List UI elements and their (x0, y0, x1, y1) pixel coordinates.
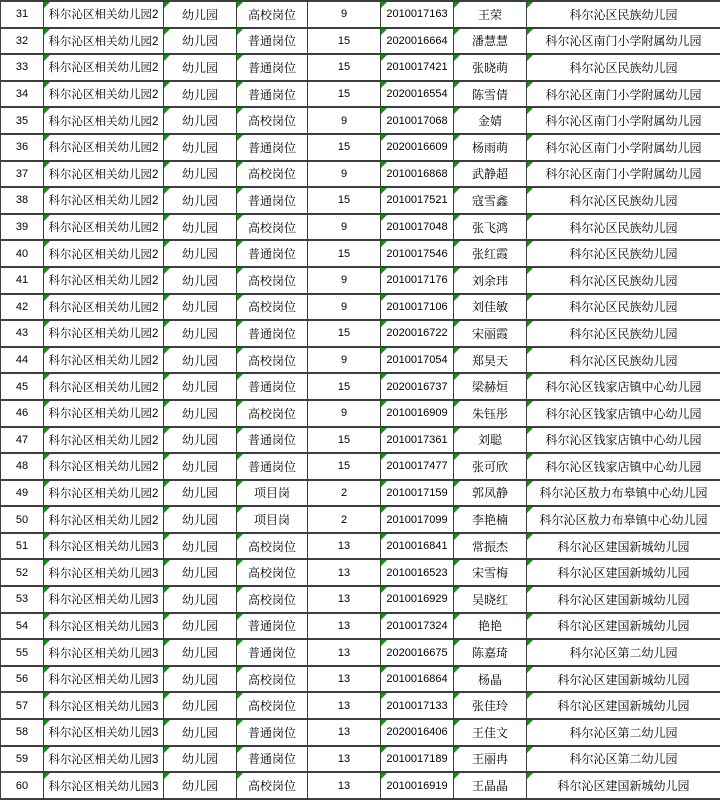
table-row (1, 693, 720, 720)
unit-cell[interactable]: 科尔沁区相关幼儿园3 (44, 773, 164, 800)
exam-id-cell[interactable]: 2010017106 (381, 295, 454, 322)
unit-cell[interactable]: 科尔沁区相关幼儿园3 (44, 693, 164, 720)
category-cell[interactable]: 幼儿园 (164, 82, 237, 109)
name-cell[interactable]: 张红霞 (454, 241, 527, 268)
school-cell[interactable]: 科尔沁区第二幼儿园 (527, 747, 720, 774)
table-row (1, 773, 720, 800)
row-number-cell[interactable]: 33 (1, 55, 44, 82)
post-type-cell[interactable]: 高校岗位 (237, 534, 308, 561)
count-cell[interactable]: 9 (308, 348, 381, 375)
name-cell[interactable]: 杨晶 (454, 667, 527, 694)
unit-cell[interactable]: 科尔沁区相关幼儿园2 (44, 507, 164, 534)
post-type-cell[interactable]: 普通岗位 (237, 454, 308, 481)
post-type-cell[interactable]: 高校岗位 (237, 2, 308, 29)
unit-cell[interactable]: 科尔沁区相关幼儿园2 (44, 108, 164, 135)
exam-id-cell[interactable]: 2020016722 (381, 321, 454, 348)
table-row (1, 29, 720, 56)
unit-cell[interactable]: 科尔沁区相关幼儿园2 (44, 162, 164, 189)
school-cell[interactable]: 科尔沁区钱家店镇中心幼儿园 (527, 401, 720, 428)
table-row (1, 667, 720, 694)
name-cell[interactable]: 郑昊天 (454, 348, 527, 375)
name-cell[interactable]: 刘佳敏 (454, 295, 527, 322)
table-row (1, 720, 720, 747)
school-cell[interactable]: 科尔沁区钱家店镇中心幼儿园 (527, 454, 720, 481)
category-cell[interactable]: 幼儿园 (164, 773, 237, 800)
exam-id-cell[interactable]: 2010016868 (381, 162, 454, 189)
post-type-cell[interactable]: 普通岗位 (237, 614, 308, 641)
name-cell[interactable]: 宋雪梅 (454, 560, 527, 587)
count-cell[interactable]: 15 (308, 454, 381, 481)
name-cell[interactable]: 朱钰彤 (454, 401, 527, 428)
post-type-cell[interactable]: 高校岗位 (237, 401, 308, 428)
row-number-cell[interactable]: 31 (1, 2, 44, 29)
school-cell[interactable]: 科尔沁区南门小学附属幼儿园 (527, 108, 720, 135)
post-type-cell[interactable]: 高校岗位 (237, 773, 308, 800)
row-number-cell[interactable]: 60 (1, 773, 44, 800)
unit-cell[interactable]: 科尔沁区相关幼儿园3 (44, 640, 164, 667)
unit-cell[interactable]: 科尔沁区相关幼儿园2 (44, 268, 164, 295)
table-row (1, 188, 720, 215)
category-cell[interactable]: 幼儿园 (164, 55, 237, 82)
unit-cell[interactable]: 科尔沁区相关幼儿园2 (44, 2, 164, 29)
exam-id-cell[interactable]: 2020016554 (381, 82, 454, 109)
post-type-cell[interactable]: 普通岗位 (237, 747, 308, 774)
table-row (1, 215, 720, 242)
row-number-cell[interactable]: 50 (1, 507, 44, 534)
post-type-cell[interactable]: 普通岗位 (237, 640, 308, 667)
post-type-cell[interactable]: 普通岗位 (237, 82, 308, 109)
row-number-cell[interactable]: 44 (1, 348, 44, 375)
school-cell[interactable]: 科尔沁区民族幼儿园 (527, 241, 720, 268)
unit-cell[interactable]: 科尔沁区相关幼儿园2 (44, 454, 164, 481)
name-cell[interactable]: 寇雪鑫 (454, 188, 527, 215)
table-row (1, 454, 720, 481)
name-cell[interactable]: 刘余玮 (454, 268, 527, 295)
name-cell[interactable]: 张佳玲 (454, 693, 527, 720)
count-cell[interactable]: 13 (308, 560, 381, 587)
table-row (1, 534, 720, 561)
unit-cell[interactable]: 科尔沁区相关幼儿园2 (44, 348, 164, 375)
school-cell[interactable]: 科尔沁区民族幼儿园 (527, 268, 720, 295)
exam-id-cell[interactable]: 2020016675 (381, 640, 454, 667)
row-number-cell[interactable]: 37 (1, 162, 44, 189)
post-type-cell[interactable]: 高校岗位 (237, 108, 308, 135)
unit-cell[interactable]: 科尔沁区相关幼儿园2 (44, 295, 164, 322)
unit-cell[interactable]: 科尔沁区相关幼儿园2 (44, 55, 164, 82)
unit-cell[interactable]: 科尔沁区相关幼儿园3 (44, 667, 164, 694)
post-type-cell[interactable]: 高校岗位 (237, 162, 308, 189)
count-cell[interactable]: 13 (308, 773, 381, 800)
school-cell[interactable]: 科尔沁区敖力布皋镇中心幼儿园 (527, 481, 720, 508)
post-type-cell[interactable]: 普通岗位 (237, 720, 308, 747)
name-cell[interactable]: 常振杰 (454, 534, 527, 561)
school-cell[interactable]: 科尔沁区建国新城幼儿园 (527, 773, 720, 800)
row-number-cell[interactable]: 36 (1, 135, 44, 162)
exam-id-cell[interactable]: 2010017361 (381, 428, 454, 455)
exam-id-cell[interactable]: 2020016406 (381, 720, 454, 747)
name-cell[interactable]: 艳艳 (454, 614, 527, 641)
table-row (1, 348, 720, 375)
table-row (1, 614, 720, 641)
name-cell[interactable]: 张晓萌 (454, 55, 527, 82)
row-number-cell[interactable]: 54 (1, 614, 44, 641)
table-row (1, 587, 720, 614)
row-number-cell[interactable]: 56 (1, 667, 44, 694)
row-number-cell[interactable]: 38 (1, 188, 44, 215)
school-cell[interactable]: 科尔沁区民族幼儿园 (527, 215, 720, 242)
row-number-cell[interactable]: 41 (1, 268, 44, 295)
name-cell[interactable]: 宋丽霞 (454, 321, 527, 348)
category-cell[interactable]: 幼儿园 (164, 215, 237, 242)
category-cell[interactable]: 幼儿园 (164, 428, 237, 455)
row-number-cell[interactable]: 45 (1, 374, 44, 401)
row-number-cell[interactable]: 53 (1, 587, 44, 614)
post-type-cell[interactable]: 项目岗 (237, 507, 308, 534)
category-cell[interactable]: 幼儿园 (164, 188, 237, 215)
exam-id-cell[interactable]: 2020016664 (381, 29, 454, 56)
exam-id-cell[interactable]: 2010016864 (381, 667, 454, 694)
name-cell[interactable]: 王丽冉 (454, 747, 527, 774)
count-cell[interactable]: 13 (308, 614, 381, 641)
exam-id-cell[interactable]: 2010017159 (381, 481, 454, 508)
post-type-cell[interactable]: 普通岗位 (237, 374, 308, 401)
post-type-cell[interactable]: 普通岗位 (237, 135, 308, 162)
school-cell[interactable]: 科尔沁区第二幼儿园 (527, 640, 720, 667)
name-cell[interactable]: 王荣 (454, 2, 527, 29)
exam-id-cell[interactable]: 2010017477 (381, 454, 454, 481)
category-cell[interactable]: 幼儿园 (164, 507, 237, 534)
count-cell[interactable]: 15 (308, 241, 381, 268)
count-cell[interactable]: 9 (308, 2, 381, 29)
school-cell[interactable]: 科尔沁区钱家店镇中心幼儿园 (527, 374, 720, 401)
row-number-cell[interactable]: 43 (1, 321, 44, 348)
exam-id-cell[interactable]: 2010016523 (381, 560, 454, 587)
count-cell[interactable]: 15 (308, 135, 381, 162)
category-cell[interactable]: 幼儿园 (164, 534, 237, 561)
row-number-cell[interactable]: 32 (1, 29, 44, 56)
post-type-cell[interactable]: 高校岗位 (237, 667, 308, 694)
unit-cell[interactable]: 科尔沁区相关幼儿园2 (44, 321, 164, 348)
table-body (1, 2, 720, 800)
post-type-cell[interactable]: 普通岗位 (237, 321, 308, 348)
unit-cell[interactable]: 科尔沁区相关幼儿园2 (44, 481, 164, 508)
count-cell[interactable]: 2 (308, 481, 381, 508)
count-cell[interactable]: 13 (308, 667, 381, 694)
category-cell[interactable]: 幼儿园 (164, 268, 237, 295)
unit-cell[interactable]: 科尔沁区相关幼儿园2 (44, 374, 164, 401)
school-cell[interactable]: 科尔沁区建国新城幼儿园 (527, 534, 720, 561)
post-type-cell[interactable]: 普通岗位 (237, 241, 308, 268)
table-row (1, 135, 720, 162)
name-cell[interactable]: 李艳楠 (454, 507, 527, 534)
unit-cell[interactable]: 科尔沁区相关幼儿园2 (44, 29, 164, 56)
category-cell[interactable]: 幼儿园 (164, 587, 237, 614)
count-cell[interactable]: 15 (308, 321, 381, 348)
count-cell[interactable]: 9 (308, 108, 381, 135)
count-cell[interactable]: 13 (308, 747, 381, 774)
exam-id-cell[interactable]: 2010017163 (381, 2, 454, 29)
post-type-cell[interactable]: 高校岗位 (237, 295, 308, 322)
exam-id-cell[interactable]: 2010017521 (381, 188, 454, 215)
category-cell[interactable]: 幼儿园 (164, 640, 237, 667)
post-type-cell[interactable]: 普通岗位 (237, 29, 308, 56)
count-cell[interactable]: 15 (308, 428, 381, 455)
unit-cell[interactable]: 科尔沁区相关幼儿园3 (44, 587, 164, 614)
count-cell[interactable]: 9 (308, 295, 381, 322)
count-cell[interactable]: 9 (308, 215, 381, 242)
category-cell[interactable]: 幼儿园 (164, 747, 237, 774)
table-row (1, 560, 720, 587)
post-type-cell[interactable]: 普通岗位 (237, 188, 308, 215)
unit-cell[interactable]: 科尔沁区相关幼儿园2 (44, 188, 164, 215)
school-cell[interactable]: 科尔沁区钱家店镇中心幼儿园 (527, 428, 720, 455)
name-cell[interactable]: 王晶晶 (454, 773, 527, 800)
row-number-cell[interactable]: 35 (1, 108, 44, 135)
exam-id-cell[interactable]: 2010017054 (381, 348, 454, 375)
row-number-cell[interactable]: 57 (1, 693, 44, 720)
category-cell[interactable]: 幼儿园 (164, 295, 237, 322)
count-cell[interactable]: 9 (308, 401, 381, 428)
table-row (1, 55, 720, 82)
school-cell[interactable]: 科尔沁区民族幼儿园 (527, 295, 720, 322)
exam-id-cell[interactable]: 2020016737 (381, 374, 454, 401)
post-type-cell[interactable]: 高校岗位 (237, 693, 308, 720)
count-cell[interactable]: 9 (308, 162, 381, 189)
table-row (1, 295, 720, 322)
school-cell[interactable]: 科尔沁区南门小学附属幼儿园 (527, 135, 720, 162)
unit-cell[interactable]: 科尔沁区相关幼儿园2 (44, 241, 164, 268)
exam-id-cell[interactable]: 2010017176 (381, 268, 454, 295)
school-cell[interactable]: 科尔沁区建国新城幼儿园 (527, 587, 720, 614)
table-row (1, 401, 720, 428)
unit-cell[interactable]: 科尔沁区相关幼儿园2 (44, 215, 164, 242)
school-cell[interactable]: 科尔沁区民族幼儿园 (527, 188, 720, 215)
exam-id-cell[interactable]: 2010017546 (381, 241, 454, 268)
table-row (1, 747, 720, 774)
row-number-cell[interactable]: 51 (1, 534, 44, 561)
table-row (1, 374, 720, 401)
category-cell[interactable]: 幼儿园 (164, 2, 237, 29)
count-cell[interactable]: 2 (308, 507, 381, 534)
row-number-cell[interactable]: 55 (1, 640, 44, 667)
exam-id-cell[interactable]: 2010017189 (381, 747, 454, 774)
exam-id-cell[interactable]: 2010017133 (381, 693, 454, 720)
post-type-cell[interactable]: 普通岗位 (237, 428, 308, 455)
school-cell[interactable]: 科尔沁区建国新城幼儿园 (527, 614, 720, 641)
name-cell[interactable]: 吴晓红 (454, 587, 527, 614)
school-cell[interactable]: 科尔沁区南门小学附属幼儿园 (527, 82, 720, 109)
school-cell[interactable]: 科尔沁区民族幼儿园 (527, 2, 720, 29)
category-cell[interactable]: 幼儿园 (164, 374, 237, 401)
row-number-cell[interactable]: 42 (1, 295, 44, 322)
name-cell[interactable]: 潘慧慧 (454, 29, 527, 56)
count-cell[interactable]: 13 (308, 587, 381, 614)
school-cell[interactable]: 科尔沁区建国新城幼儿园 (527, 667, 720, 694)
row-number-cell[interactable]: 46 (1, 401, 44, 428)
category-cell[interactable]: 幼儿园 (164, 693, 237, 720)
name-cell[interactable]: 王佳文 (454, 720, 527, 747)
exam-id-cell[interactable]: 2010016929 (381, 587, 454, 614)
table-row (1, 321, 720, 348)
exam-id-cell[interactable]: 2010017048 (381, 215, 454, 242)
category-cell[interactable]: 幼儿园 (164, 29, 237, 56)
row-number-cell[interactable]: 52 (1, 560, 44, 587)
category-cell[interactable]: 幼儿园 (164, 401, 237, 428)
school-cell[interactable]: 科尔沁区建国新城幼儿园 (527, 560, 720, 587)
table-row (1, 241, 720, 268)
unit-cell[interactable]: 科尔沁区相关幼儿园2 (44, 82, 164, 109)
table-row (1, 428, 720, 455)
post-type-cell[interactable]: 高校岗位 (237, 268, 308, 295)
count-cell[interactable]: 9 (308, 268, 381, 295)
category-cell[interactable]: 幼儿园 (164, 135, 237, 162)
count-cell[interactable]: 13 (308, 720, 381, 747)
count-cell[interactable]: 15 (308, 374, 381, 401)
unit-cell[interactable]: 科尔沁区相关幼儿园3 (44, 720, 164, 747)
count-cell[interactable]: 15 (308, 29, 381, 56)
category-cell[interactable]: 幼儿园 (164, 560, 237, 587)
table-row (1, 640, 720, 667)
row-number-cell[interactable]: 34 (1, 82, 44, 109)
count-cell[interactable]: 15 (308, 82, 381, 109)
unit-cell[interactable]: 科尔沁区相关幼儿园3 (44, 614, 164, 641)
table-row (1, 162, 720, 189)
row-number-cell[interactable]: 49 (1, 481, 44, 508)
table-row (1, 268, 720, 295)
exam-id-cell[interactable]: 2020016609 (381, 135, 454, 162)
exam-id-cell[interactable]: 2010017099 (381, 507, 454, 534)
table-row (1, 82, 720, 109)
table-row (1, 481, 720, 508)
count-cell[interactable]: 15 (308, 55, 381, 82)
category-cell[interactable]: 幼儿园 (164, 481, 237, 508)
post-type-cell[interactable]: 普通岗位 (237, 55, 308, 82)
exam-id-cell[interactable]: 2010017421 (381, 55, 454, 82)
row-number-cell[interactable]: 47 (1, 428, 44, 455)
name-cell[interactable]: 郭凤静 (454, 481, 527, 508)
count-cell[interactable]: 13 (308, 640, 381, 667)
post-type-cell[interactable]: 项目岗 (237, 481, 308, 508)
school-cell[interactable]: 科尔沁区民族幼儿园 (527, 321, 720, 348)
table-row (1, 507, 720, 534)
row-number-cell[interactable]: 39 (1, 215, 44, 242)
name-cell[interactable]: 武静超 (454, 162, 527, 189)
school-cell[interactable]: 科尔沁区敖力布皋镇中心幼儿园 (527, 507, 720, 534)
name-cell[interactable]: 张可欣 (454, 454, 527, 481)
name-cell[interactable]: 陈嘉琦 (454, 640, 527, 667)
row-number-cell[interactable]: 48 (1, 454, 44, 481)
category-cell[interactable]: 幼儿园 (164, 241, 237, 268)
exam-id-cell[interactable]: 2010017324 (381, 614, 454, 641)
unit-cell[interactable]: 科尔沁区相关幼儿园3 (44, 747, 164, 774)
unit-cell[interactable]: 科尔沁区相关幼儿园3 (44, 560, 164, 587)
table-row (1, 2, 720, 29)
school-cell[interactable]: 科尔沁区建国新城幼儿园 (527, 693, 720, 720)
post-type-cell[interactable]: 高校岗位 (237, 215, 308, 242)
unit-cell[interactable]: 科尔沁区相关幼儿园2 (44, 428, 164, 455)
name-cell[interactable]: 金婧 (454, 108, 527, 135)
school-cell[interactable]: 科尔沁区南门小学附属幼儿园 (527, 162, 720, 189)
exam-id-cell[interactable]: 2010017068 (381, 108, 454, 135)
row-number-cell[interactable]: 40 (1, 241, 44, 268)
school-cell[interactable]: 科尔沁区民族幼儿园 (527, 55, 720, 82)
school-cell[interactable]: 科尔沁区南门小学附属幼儿园 (527, 29, 720, 56)
unit-cell[interactable]: 科尔沁区相关幼儿园2 (44, 135, 164, 162)
exam-id-cell[interactable]: 2010016841 (381, 534, 454, 561)
unit-cell[interactable]: 科尔沁区相关幼儿园3 (44, 534, 164, 561)
name-cell[interactable]: 陈雪倩 (454, 82, 527, 109)
category-cell[interactable]: 幼儿园 (164, 667, 237, 694)
table-row (1, 108, 720, 135)
category-cell[interactable]: 幼儿园 (164, 614, 237, 641)
category-cell[interactable]: 幼儿园 (164, 454, 237, 481)
category-cell[interactable]: 幼儿园 (164, 321, 237, 348)
count-cell[interactable]: 13 (308, 693, 381, 720)
category-cell[interactable]: 幼儿园 (164, 348, 237, 375)
name-cell[interactable]: 刘聪 (454, 428, 527, 455)
category-cell[interactable]: 幼儿园 (164, 108, 237, 135)
row-number-cell[interactable]: 59 (1, 747, 44, 774)
name-cell[interactable]: 张飞鸿 (454, 215, 527, 242)
row-number-cell[interactable]: 58 (1, 720, 44, 747)
post-type-cell[interactable]: 高校岗位 (237, 348, 308, 375)
school-cell[interactable]: 科尔沁区第二幼儿园 (527, 720, 720, 747)
name-cell[interactable]: 梁赫烜 (454, 374, 527, 401)
name-cell[interactable]: 杨雨萌 (454, 135, 527, 162)
category-cell[interactable]: 幼儿园 (164, 162, 237, 189)
post-type-cell[interactable]: 高校岗位 (237, 587, 308, 614)
post-type-cell[interactable]: 高校岗位 (237, 560, 308, 587)
exam-id-cell[interactable]: 2010016919 (381, 773, 454, 800)
count-cell[interactable]: 15 (308, 188, 381, 215)
count-cell[interactable]: 13 (308, 534, 381, 561)
category-cell[interactable]: 幼儿园 (164, 720, 237, 747)
exam-id-cell[interactable]: 2010016909 (381, 401, 454, 428)
school-cell[interactable]: 科尔沁区民族幼儿园 (527, 348, 720, 375)
unit-cell[interactable]: 科尔沁区相关幼儿园2 (44, 401, 164, 428)
